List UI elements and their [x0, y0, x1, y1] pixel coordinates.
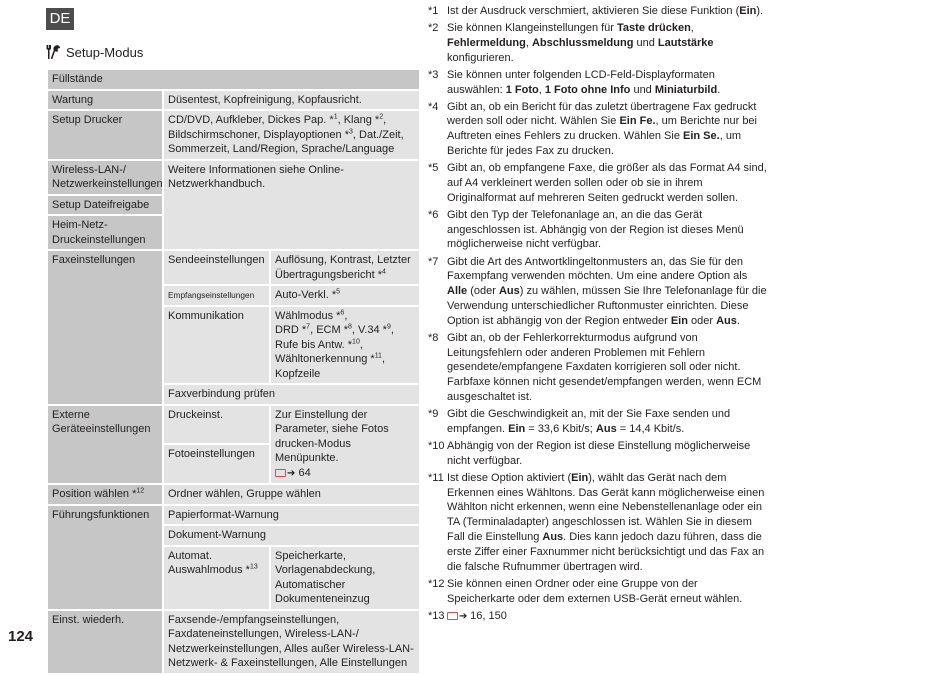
table-row [47, 110, 420, 160]
sub-label-papier: Papierformat-Warnung [163, 505, 420, 526]
sub-value-extern: Zur Einstellung der Parameter, siehe Fotos drucken-Modus Menüpunkte. ➔ 64 [270, 405, 420, 485]
row-value-wlan: Weitere Informationen siehe Online-Netzwerkhandbuch. [163, 160, 420, 251]
row-label-position: Position wählen *$^{12}$ [47, 484, 163, 505]
footnote-item [428, 407, 768, 437]
row-label-reset: Einst. wiederh. [47, 610, 163, 674]
footnote-mark: *6 [428, 208, 439, 221]
footnote-item [428, 208, 768, 252]
sub-value-empfang: Auto-Verkl. *$^5$ [270, 285, 420, 306]
footnote-text: Gibt die Art des Antwortklingeltonmusters an, das Sie für den Faxempfang verwenden möchten. Um eine andere Option als Alle (oder Aus) zu wählen, müssen Sie Ihre Telefonanlage für die Verwendung unterschiedlicher Ruftonmuster einrichten. Diese Option ist abhängig von der Region entweder Ein oder Aus. [447, 255, 767, 327]
footnote-text: ➔ 16, 150 [447, 609, 768, 625]
sub-label-automat: Automat. Auswahlmodus *$^{13}$ [163, 546, 270, 610]
footnote-item [428, 100, 768, 159]
sub-value-automat: Speicherkarte, Vorlagenabdeckung, Automatischer Dokumenteneinzug [270, 546, 420, 610]
row-value-wartung: Düsentest, Kopfreinigung, Kopfausricht. [163, 90, 420, 111]
row-value-position: Ordner wählen, Gruppe wählen [163, 484, 420, 505]
table-row [47, 90, 420, 111]
book-icon [275, 469, 286, 477]
footnote-text: Gibt den Typ der Telefonanlage an, an die das Gerät angeschlossen ist. Abhängig von der Region ist dieses Menü möglicherweise nicht verfügbar. [447, 208, 744, 251]
section-title [46, 44, 143, 60]
footnote-text: Sie können unter folgenden LCD-Feld-Displayformaten auswählen: 1 Foto, 1 Foto ohne Info und Miniaturbild. [447, 68, 721, 96]
footnote-item [428, 331, 768, 405]
footnote-item [428, 577, 768, 607]
book-icon [447, 612, 458, 620]
footnote-text: Abhängig von der Region ist diese Einstellung möglicherweise nicht verfügbar. [447, 439, 751, 467]
sub-label-kommunikation: Kommunikation [163, 306, 270, 385]
row-label-fillstaende: Füllstände [47, 69, 420, 90]
row-label-wlan: Wireless-LAN-/ Netzwerkeinstellungen [47, 160, 163, 195]
footnote-item [428, 68, 768, 98]
footnote-item [428, 439, 768, 469]
footnote-text: Sie können Klangeinstellungen für Taste drücken, Fehlermeldung, Abschlussmeldung und Lautstärke konfigurieren. [447, 22, 714, 64]
footnote-item [428, 161, 768, 205]
section-title-text: Setup-Modus [66, 44, 144, 60]
arrow-right-icon: ➔ [287, 467, 296, 479]
row-label-dateifreigabe: Setup Dateifreigabe [47, 195, 163, 216]
footnote-item [428, 255, 768, 329]
row-label-fuehrung: Führungsfunktionen [47, 505, 163, 610]
row-label-extern: Externe Geräteeinstellungen [47, 405, 163, 485]
page-number: 124 [8, 628, 34, 645]
footnote-mark: *7 [428, 255, 439, 268]
footnote-text: Gibt an, ob ein Bericht für das zuletzt übertragene Fax gedruckt werden soll oder nicht. Wählen Sie Ein Fe., um Berichte nur bei Auftreten eines Fehlers zu drucken. Wählen Sie Ein Se., um Berichte für jedes Fax zu drucken. [447, 100, 757, 158]
footnote-mark: *12 [428, 577, 445, 590]
footnote-mark: *8 [428, 331, 439, 344]
footnote-mark: *3 [428, 68, 439, 81]
page-ref: 64 [298, 466, 311, 479]
table-row [47, 610, 420, 674]
sub-label-faxverbindung: Faxverbindung prüfen [163, 384, 420, 405]
row-value-reset: Faxsende-/empfangseinstellungen, Faxdateneinstellungen, Wireless-LAN-/ Netzwerkeinstellungen, Alles außer Wireless-LAN-Netzwerk- & Faxeinstellungen, Alle Einstellungen [163, 610, 420, 674]
wrench-icon [46, 44, 62, 60]
footnote-mark: *9 [428, 408, 439, 421]
footnote-item [428, 609, 768, 625]
table-row [47, 405, 420, 445]
table-row [47, 250, 420, 285]
footnote-mark: *11 [428, 471, 444, 484]
row-value-setup-drucker: CD/DVD, Aufkleber, Dickes Pap. *$^1$, Klang *$^2$, Bildschirmschoner, Displayoptionen *$^3$, Dat./Zeit, Sommerzeit, Land/Region, Sprache/Language [163, 110, 420, 160]
footnotes-list [428, 4, 768, 627]
footnote-text: Gibt die Geschwindigkeit an, mit der Sie Faxe senden und empfangen. Ein = 33,6 Kbit/s; Aus = 14,4 Kbit/s. [447, 408, 731, 435]
table-row [47, 69, 420, 90]
row-label-heimnetz: Heim-Netz-Druckeinstellungen [47, 215, 163, 250]
footnote-mark: *4 [428, 100, 439, 113]
sub-label-druckeinst: Druckeinst. [163, 405, 270, 445]
row-label-setup-drucker: Setup Drucker [47, 110, 163, 160]
footnote-mark: *5 [428, 162, 439, 175]
table-row [47, 160, 420, 195]
setup-settings-table [46, 68, 421, 675]
footnote-mark: *1 [428, 5, 439, 17]
row-label-fax: Faxeinstellungen [47, 250, 163, 405]
footnote-mark: *13 [428, 609, 445, 622]
footnote-item [428, 471, 768, 575]
sub-value-kommunikation: Wählmodus *$^6$, DRD *$^7$, ECM *$^8$, V.34 *$^9$, Rufe bis Antw. *$^{10}$, Wähltonerkennung *$^{11}$, Kopfzeile [270, 306, 420, 385]
table-row [47, 484, 420, 505]
footnote-text: Ist diese Option aktiviert (Ein), wählt das Gerät nach dem Erkennen eines Wähltons. Das Gerät kann möglicherweise einen Wählton nicht erkennen, wenn eine Nebenstellenanlage oder ein TA (Terminaladapter) angeschlossen ist. Wählen Sie in diesem Fall die Einstellung Aus. Dies kann jedoch dazu führen, dass die erste Ziffer einer Faxnummer nicht berücksichtigt und das Fax an die falsche Rufnummer übertragen wird. [447, 471, 765, 573]
language-badge: DE [46, 8, 74, 30]
footnote-text: Ist der Ausdruck verschmiert, aktivieren Sie diese Funktion (Ein). [447, 5, 764, 17]
sub-label-empfang: Empfangseinstellungen [163, 285, 270, 306]
row-label-wartung: Wartung [47, 90, 163, 111]
footnote-mark: *2 [428, 22, 439, 35]
footnote-mark: *10 [428, 439, 445, 452]
footnote-text: Gibt an, ob empfangene Faxe, die größer als das Format A4 sind, auf A4 verkleinert werden sollen oder ob sie in ihrem Originalformat auf mehreren Seiten gedruckt werden sollen. [447, 162, 767, 204]
footnote-item [428, 4, 768, 19]
footnote-item [428, 21, 768, 65]
footnote-text: Sie können einen Ordner oder eine Gruppe von der Speicherkarte oder dem externen USB-Gerät erneut wählen. [447, 577, 743, 605]
sub-label-fotoeinst: Fotoeinstellungen [163, 444, 270, 484]
sub-value-senden: Auflösung, Kontrast, Letzter Übertragungsbericht *$^4$ [270, 250, 420, 285]
sub-label-dokument: Dokument-Warnung [163, 525, 420, 546]
sub-label-senden: Sendeeinstellungen [163, 250, 270, 285]
footnote-text: Gibt an, ob der Fehlerkorrekturmodus aufgrund von Leitungsfehlern oder anderen Problemen mit Fehlern gesendete/empfangene Faxdaten korrigieren soll oder nicht. Farbfaxe können nicht gesendet/empfangen werden, wenn ECM ausgeschaltet ist. [447, 331, 762, 403]
table-row [47, 505, 420, 526]
arrow-right-icon: ➔ [459, 610, 471, 622]
